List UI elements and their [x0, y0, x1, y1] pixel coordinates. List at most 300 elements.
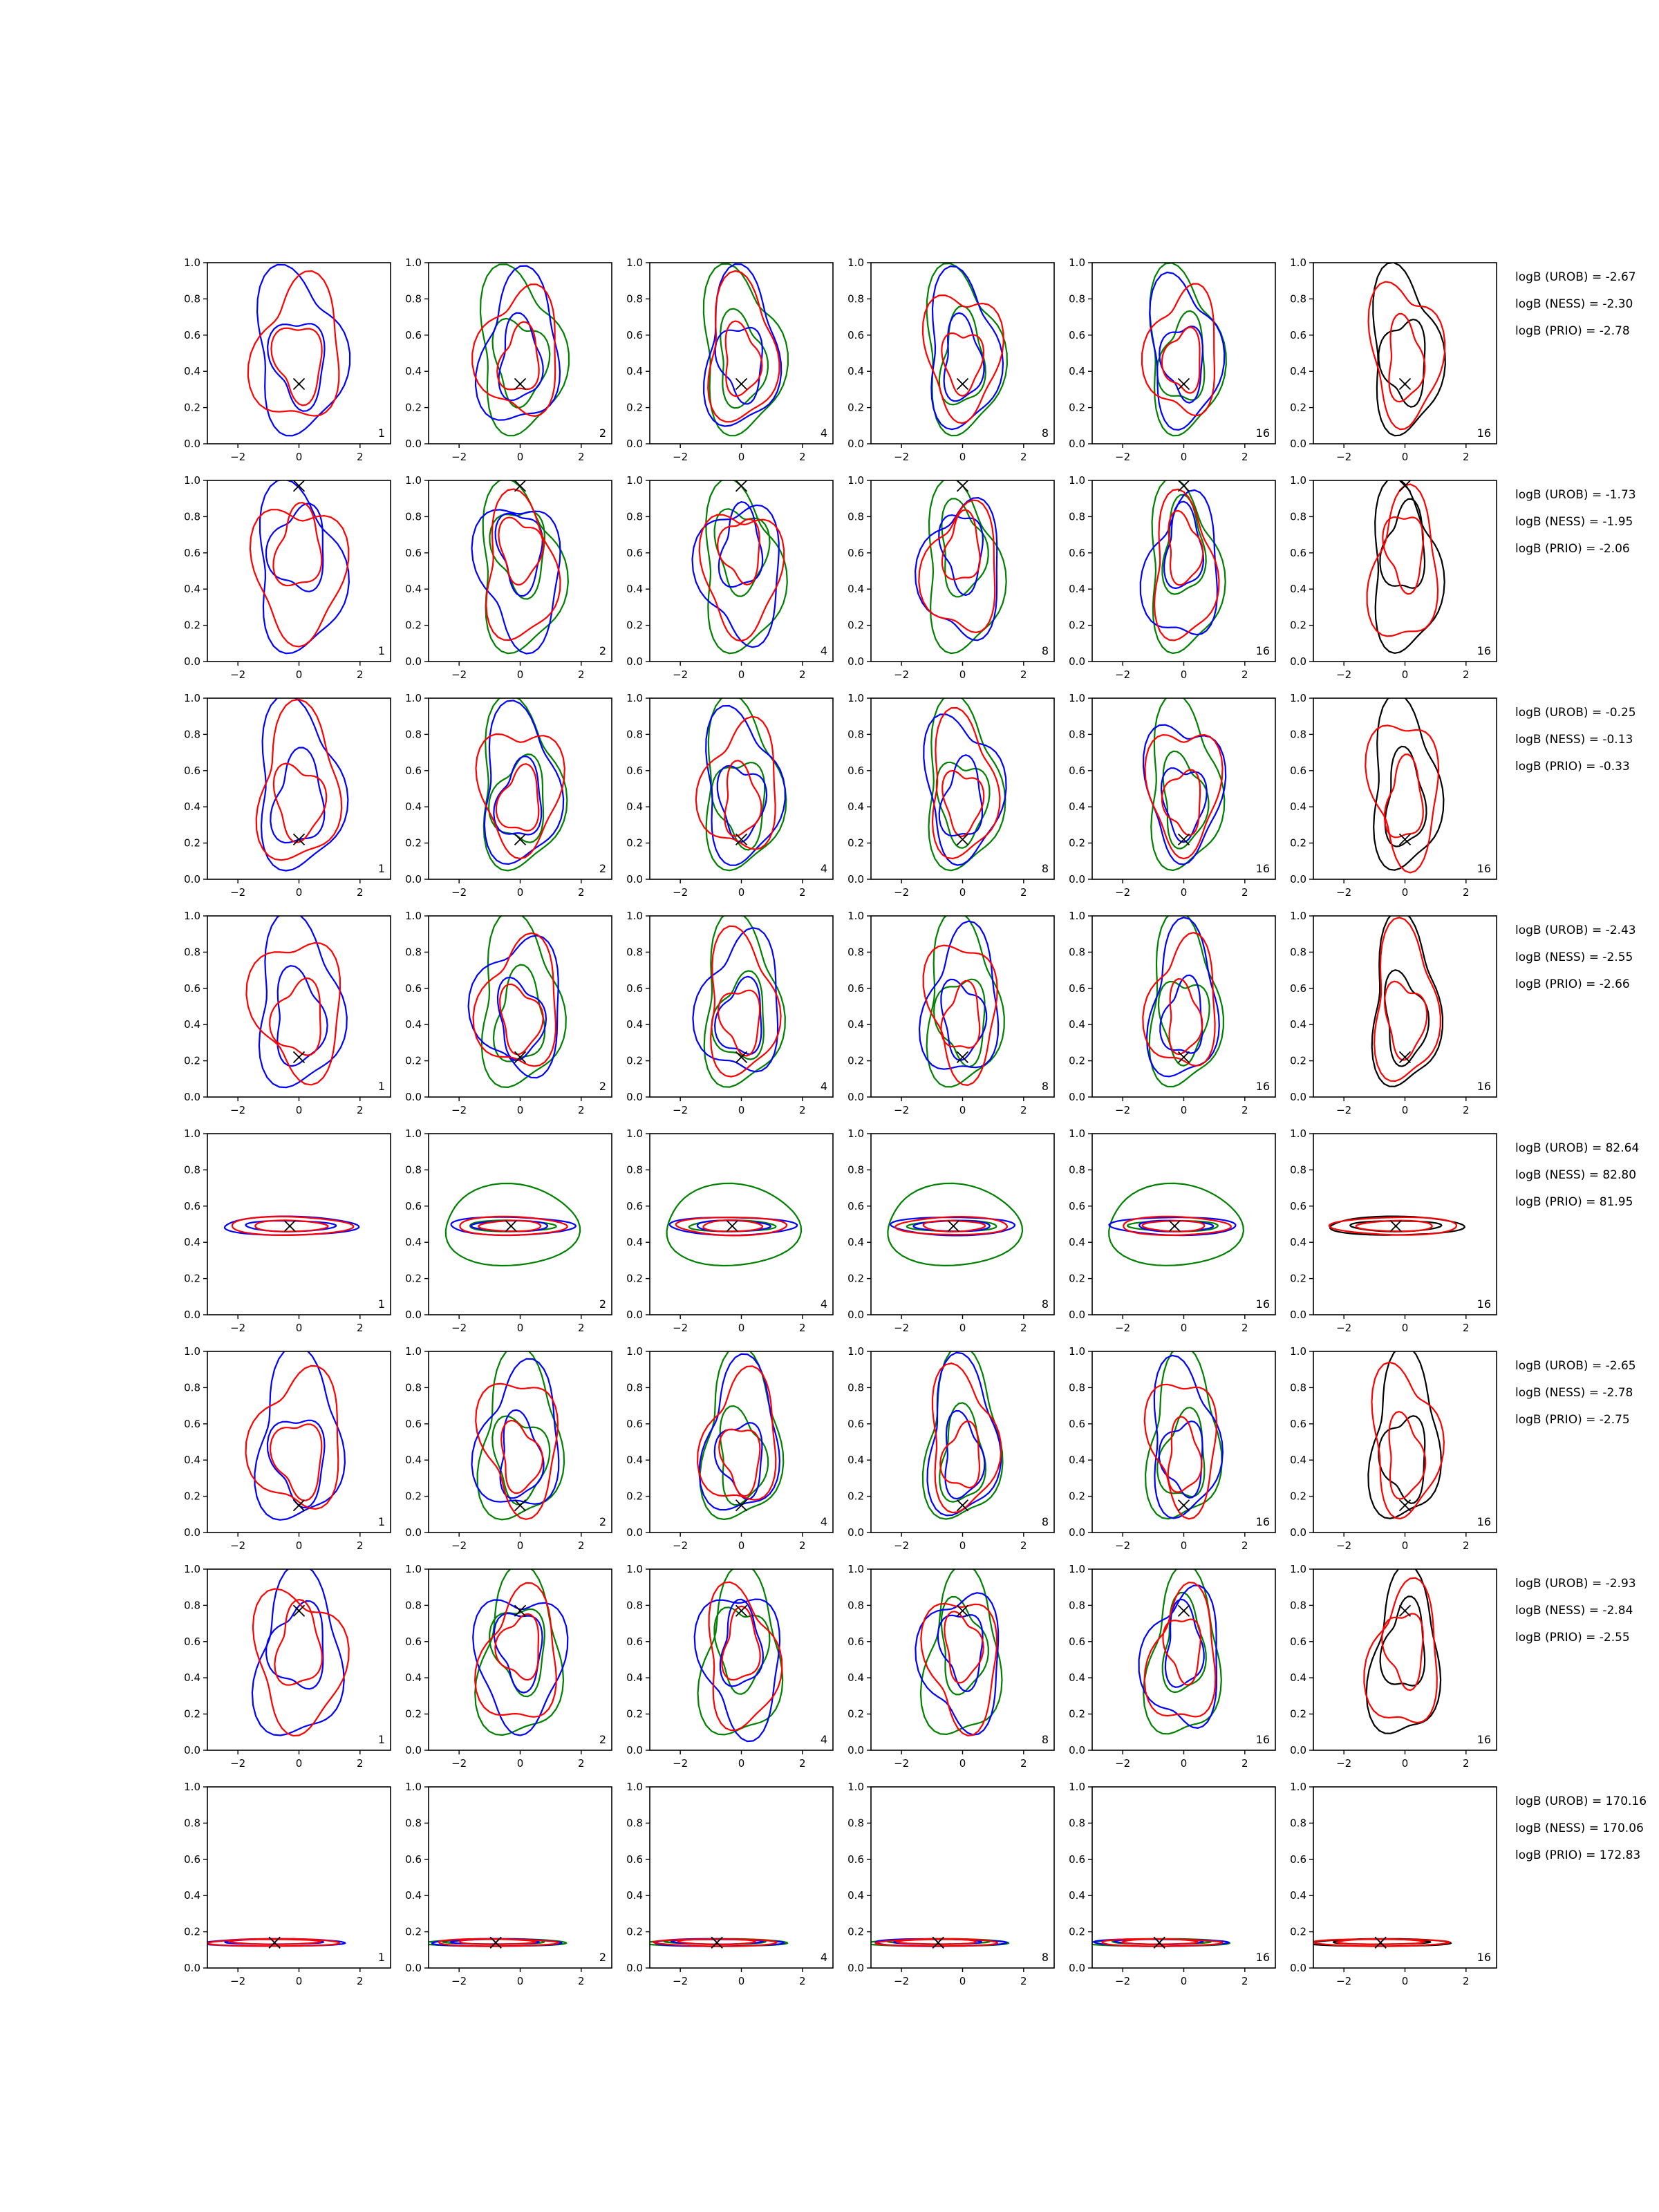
- contour-group: [1143, 695, 1226, 870]
- contour-line: [472, 284, 555, 416]
- y-tick-label: 0.2: [184, 1272, 200, 1285]
- panel-label: 16: [1255, 862, 1270, 875]
- contour-line: [496, 514, 543, 596]
- true-value-marker: [1179, 1500, 1190, 1511]
- axes-frame: [1092, 480, 1275, 662]
- y-tick-label: 0.0: [184, 655, 200, 668]
- contour-group: [693, 478, 787, 653]
- y-tick-label: 0.2: [847, 1490, 864, 1503]
- x-tick-label: −2: [1115, 886, 1131, 899]
- y-tick-label: 0.4: [405, 583, 422, 596]
- contour-group: [1308, 1937, 1450, 1948]
- panel-label: 4: [820, 1080, 827, 1093]
- x-tick-label: 0: [738, 1104, 745, 1116]
- contour-group: [1087, 1937, 1230, 1948]
- y-tick-label: 0.8: [626, 292, 643, 306]
- contour-line: [498, 518, 543, 585]
- panel-label: 2: [599, 1080, 606, 1093]
- x-tick-label: 0: [1180, 668, 1188, 681]
- contour-group: [697, 1346, 783, 1519]
- y-tick-label: 1.0: [1069, 1127, 1085, 1140]
- subplot-5-2: [405, 1127, 612, 1334]
- x-tick-label: −2: [894, 1322, 910, 1334]
- subplot-2-6: [1290, 474, 1497, 681]
- y-tick-label: 0.8: [184, 728, 200, 741]
- y-tick-label: 1.0: [847, 692, 864, 704]
- contour-line: [1159, 326, 1203, 403]
- contour-group: [1367, 478, 1445, 653]
- y-tick-label: 0.4: [626, 1018, 643, 1031]
- y-tick-label: 0.0: [626, 1744, 643, 1756]
- x-tick-label: 0: [295, 451, 303, 463]
- y-tick-label: 0.8: [626, 728, 643, 741]
- contour-group: [1329, 1217, 1465, 1235]
- y-tick-label: 1.0: [184, 1563, 200, 1575]
- x-tick-label: −2: [1115, 1757, 1131, 1770]
- contour-line: [921, 1564, 1002, 1734]
- x-tick-label: 2: [578, 1322, 585, 1334]
- y-tick-label: 0.4: [1069, 1018, 1085, 1031]
- y-tick-label: 0.2: [1069, 401, 1085, 414]
- y-tick-label: 0.2: [184, 1054, 200, 1067]
- y-tick-label: 0.2: [184, 1925, 200, 1938]
- y-tick-label: 0.2: [1069, 836, 1085, 850]
- y-tick-label: 0.6: [405, 1635, 422, 1648]
- y-tick-label: 0.2: [847, 1054, 864, 1067]
- logb-annotation: logB (UROB) = -0.25: [1515, 706, 1636, 720]
- y-tick-label: 0.6: [626, 982, 643, 995]
- contour-line: [1143, 725, 1226, 865]
- y-tick-label: 0.8: [1069, 1381, 1085, 1394]
- x-tick-label: −2: [673, 1104, 688, 1116]
- y-tick-label: 0.4: [626, 1671, 643, 1685]
- y-tick-label: 1.0: [1069, 1781, 1085, 1793]
- contour-line: [274, 764, 326, 843]
- y-tick-label: 0.2: [847, 836, 864, 850]
- subplot-6-3: [626, 1345, 833, 1552]
- y-tick-label: 0.0: [184, 1091, 200, 1103]
- y-tick-label: 0.6: [1069, 1635, 1085, 1648]
- logb-annotation: logB (UROB) = -2.43: [1515, 924, 1636, 937]
- y-tick-label: 1.0: [405, 1563, 422, 1575]
- x-tick-label: −2: [230, 1975, 246, 1987]
- y-tick-label: 0.8: [1290, 1163, 1306, 1177]
- y-tick-label: 0.2: [1069, 1490, 1085, 1503]
- x-tick-label: 0: [295, 668, 303, 681]
- x-tick-label: 2: [1241, 1322, 1248, 1334]
- panel-label: 16: [1255, 1733, 1270, 1746]
- y-tick-label: 0.0: [1290, 1309, 1306, 1321]
- y-tick-label: 0.8: [184, 946, 200, 959]
- y-tick-label: 0.8: [1069, 946, 1085, 959]
- axes-frame: [650, 1134, 833, 1315]
- panel-label: 2: [599, 427, 606, 440]
- y-tick-label: 0.8: [1290, 728, 1306, 741]
- logb-annotation: logB (UROB) = -1.73: [1515, 488, 1636, 502]
- y-tick-label: 0.0: [1069, 1091, 1085, 1103]
- x-tick-label: 2: [578, 1975, 585, 1987]
- y-tick-label: 0.0: [405, 438, 422, 450]
- x-tick-label: 0: [959, 1539, 966, 1552]
- true-value-marker: [1179, 379, 1190, 390]
- y-tick-label: 1.0: [184, 474, 200, 487]
- contour-group: [1372, 910, 1443, 1087]
- contour-group: [693, 911, 785, 1087]
- panel-label: 16: [1255, 427, 1270, 440]
- logb-annotation: logB (UROB) = -2.65: [1515, 1359, 1636, 1373]
- x-tick-label: −2: [673, 668, 688, 681]
- panel-label: 16: [1477, 1080, 1491, 1093]
- y-tick-label: 0.4: [1290, 1018, 1306, 1031]
- x-tick-label: 2: [799, 1104, 806, 1116]
- y-tick-label: 0.4: [847, 583, 864, 596]
- contour-line: [696, 717, 776, 850]
- y-tick-label: 0.8: [847, 1381, 864, 1394]
- x-tick-label: 0: [295, 1104, 303, 1116]
- y-tick-label: 0.8: [405, 1381, 422, 1394]
- y-tick-label: 0.0: [847, 438, 864, 450]
- y-tick-label: 1.0: [405, 1127, 422, 1140]
- x-tick-label: 0: [516, 886, 524, 899]
- x-tick-label: −2: [230, 668, 246, 681]
- x-tick-label: 2: [1020, 1975, 1027, 1987]
- y-tick-label: 0.0: [405, 1309, 422, 1321]
- subplot-5-5: [1069, 1127, 1275, 1334]
- y-tick-label: 0.6: [405, 1417, 422, 1430]
- x-tick-label: 2: [1241, 668, 1248, 681]
- y-tick-label: 1.0: [847, 256, 864, 269]
- x-tick-label: −2: [1336, 451, 1352, 463]
- y-tick-label: 0.2: [1290, 1925, 1306, 1938]
- contour-line: [1382, 1614, 1423, 1691]
- contour-line: [1170, 979, 1203, 1054]
- x-tick-label: 2: [578, 1539, 585, 1552]
- x-tick-label: −2: [451, 886, 467, 899]
- x-tick-label: 0: [959, 1975, 966, 1987]
- y-tick-label: 1.0: [626, 1781, 643, 1793]
- panel-label: 4: [820, 644, 827, 657]
- y-tick-label: 0.8: [1069, 1163, 1085, 1177]
- contour-line: [921, 1604, 997, 1736]
- subplot-4-1: [184, 910, 391, 1116]
- subplot-3-5: [1069, 692, 1275, 899]
- contour-group: [472, 264, 569, 435]
- x-tick-label: 2: [357, 1539, 364, 1552]
- y-tick-label: 0.0: [1290, 873, 1306, 885]
- logb-annotation: logB (NESS) = 82.80: [1515, 1168, 1637, 1182]
- x-tick-label: 0: [516, 1975, 524, 1987]
- x-tick-label: 2: [357, 886, 364, 899]
- panel-label: 8: [1041, 1951, 1049, 1964]
- x-tick-label: −2: [451, 1539, 467, 1552]
- y-tick-label: 1.0: [184, 692, 200, 704]
- y-tick-label: 0.4: [1290, 365, 1306, 378]
- panel-label: 2: [599, 1733, 606, 1746]
- y-tick-label: 0.6: [184, 982, 200, 995]
- x-tick-label: 0: [1180, 1322, 1188, 1334]
- subplot-5-1: [184, 1127, 391, 1334]
- y-tick-label: 0.8: [626, 510, 643, 523]
- contour-line: [919, 921, 998, 1069]
- contour-line: [501, 1421, 543, 1493]
- y-tick-label: 1.0: [847, 910, 864, 922]
- x-tick-label: 0: [1401, 1539, 1409, 1552]
- contour-group: [473, 1564, 568, 1735]
- y-tick-label: 1.0: [184, 1127, 200, 1140]
- axes-frame: [650, 916, 833, 1097]
- x-tick-label: −2: [1336, 886, 1352, 899]
- subplot-8-2: [405, 1781, 612, 1987]
- y-tick-label: 1.0: [184, 1781, 200, 1793]
- contour-group: [472, 1346, 565, 1519]
- logb-annotation: logB (PRIO) = -2.55: [1515, 1631, 1630, 1644]
- axes-frame: [650, 1569, 833, 1750]
- x-tick-label: 2: [1463, 1322, 1470, 1334]
- y-tick-label: 0.6: [184, 328, 200, 341]
- y-tick-label: 0.2: [405, 1272, 422, 1285]
- y-tick-label: 1.0: [1069, 1345, 1085, 1358]
- y-tick-label: 1.0: [626, 1345, 643, 1358]
- y-tick-label: 1.0: [626, 256, 643, 269]
- x-tick-label: −2: [1336, 1975, 1352, 1987]
- y-tick-label: 0.6: [184, 546, 200, 559]
- contour-line: [489, 512, 545, 599]
- y-tick-label: 0.4: [1069, 365, 1085, 378]
- contour-line: [928, 1353, 1002, 1516]
- x-tick-label: −2: [894, 1757, 910, 1770]
- contour-line: [1162, 327, 1200, 393]
- contour-group: [924, 695, 1006, 870]
- x-tick-label: 0: [959, 1104, 966, 1116]
- y-tick-label: 0.8: [847, 1817, 864, 1830]
- y-tick-label: 0.4: [1069, 583, 1085, 596]
- axes-frame: [1313, 263, 1497, 444]
- y-tick-label: 0.8: [405, 1163, 422, 1177]
- y-tick-label: 0.6: [1290, 1199, 1306, 1212]
- y-tick-label: 1.0: [184, 1345, 200, 1358]
- y-tick-label: 0.8: [1290, 510, 1306, 523]
- y-tick-label: 0.6: [1290, 764, 1306, 777]
- panel-label: 8: [1041, 1297, 1049, 1311]
- true-value-marker: [284, 1221, 295, 1232]
- x-tick-label: 0: [1401, 1104, 1409, 1116]
- y-tick-label: 0.0: [184, 438, 200, 450]
- contour-line: [1385, 754, 1423, 837]
- y-tick-label: 1.0: [1069, 692, 1085, 704]
- y-tick-label: 0.0: [1069, 1526, 1085, 1539]
- y-tick-label: 0.4: [1290, 1454, 1306, 1467]
- x-tick-label: −2: [894, 451, 910, 463]
- y-tick-label: 0.2: [626, 401, 643, 414]
- contour-line: [1369, 282, 1445, 429]
- y-tick-label: 0.2: [626, 1272, 643, 1285]
- y-tick-label: 0.8: [405, 1817, 422, 1830]
- contour-group: [256, 695, 348, 871]
- y-tick-label: 0.0: [626, 1091, 643, 1103]
- true-value-marker: [727, 1221, 738, 1232]
- subplot-1-5: [1069, 256, 1275, 463]
- y-tick-label: 0.8: [847, 510, 864, 523]
- panel-label: 2: [599, 862, 606, 875]
- true-value-marker: [1179, 1605, 1190, 1616]
- panel-label: 1: [377, 644, 385, 657]
- subplot-2-4: [847, 474, 1054, 681]
- y-tick-label: 0.4: [1290, 1236, 1306, 1249]
- y-tick-label: 0.0: [626, 438, 643, 450]
- subplot-3-3: [626, 692, 833, 899]
- panel-label: 8: [1041, 1515, 1049, 1528]
- panel-label: 16: [1477, 862, 1491, 875]
- true-value-marker: [957, 480, 968, 491]
- x-tick-label: 0: [1180, 1104, 1188, 1116]
- x-tick-label: 2: [578, 668, 585, 681]
- y-tick-label: 0.6: [184, 1199, 200, 1212]
- y-tick-label: 1.0: [1069, 1563, 1085, 1575]
- contour-group: [919, 911, 1004, 1087]
- subplot-2-3: [626, 474, 833, 681]
- subplot-7-3: [626, 1563, 833, 1770]
- x-tick-label: 2: [357, 1322, 364, 1334]
- contour-line: [1163, 1593, 1206, 1692]
- x-tick-label: −2: [230, 1322, 246, 1334]
- logb-annotation: logB (UROB) = 82.64: [1515, 1141, 1640, 1155]
- x-tick-label: −2: [230, 1104, 246, 1116]
- y-tick-label: 0.8: [1069, 1817, 1085, 1830]
- axes-frame: [429, 480, 612, 662]
- x-tick-label: −2: [1336, 1104, 1352, 1116]
- panel-label: 16: [1477, 1733, 1491, 1746]
- y-tick-label: 1.0: [1069, 474, 1085, 487]
- contour-line: [1163, 1620, 1201, 1685]
- y-tick-label: 1.0: [847, 474, 864, 487]
- contour-line: [1159, 1421, 1203, 1498]
- axes-frame: [429, 1134, 612, 1315]
- y-tick-label: 0.8: [1290, 292, 1306, 306]
- y-tick-label: 0.4: [184, 1018, 200, 1031]
- x-tick-label: −2: [451, 1757, 467, 1770]
- subplot-3-4: [847, 692, 1054, 899]
- y-tick-label: 0.4: [1290, 800, 1306, 814]
- y-tick-label: 0.0: [1069, 655, 1085, 668]
- axes-frame: [429, 698, 612, 879]
- contour-group: [1369, 263, 1445, 436]
- panel-label: 16: [1255, 1297, 1270, 1311]
- x-tick-label: −2: [451, 668, 467, 681]
- logb-annotation: logB (NESS) = -2.30: [1515, 297, 1633, 311]
- y-tick-label: 0.4: [184, 1454, 200, 1467]
- contour-line: [498, 977, 546, 1060]
- y-tick-label: 1.0: [184, 910, 200, 922]
- contour-group: [424, 1937, 567, 1948]
- contour-line: [1356, 1221, 1432, 1232]
- contour-line: [472, 509, 561, 653]
- axes-frame: [871, 263, 1054, 444]
- y-tick-label: 1.0: [405, 474, 422, 487]
- panel-label: 1: [377, 1733, 385, 1746]
- y-tick-label: 0.6: [626, 764, 643, 777]
- subplot-2-5: [1069, 474, 1275, 681]
- x-tick-label: 0: [1180, 1757, 1188, 1770]
- y-tick-label: 0.0: [1290, 655, 1306, 668]
- y-tick-label: 0.8: [405, 1599, 422, 1612]
- contour-line: [941, 498, 988, 597]
- x-tick-label: 0: [738, 668, 745, 681]
- true-value-marker: [1179, 480, 1190, 491]
- y-tick-label: 0.0: [1069, 873, 1085, 885]
- y-tick-label: 0.8: [405, 728, 422, 741]
- y-tick-label: 0.6: [1069, 982, 1085, 995]
- panel-label: 16: [1477, 644, 1491, 657]
- panel-label: 16: [1477, 1297, 1491, 1311]
- true-value-marker: [515, 480, 526, 491]
- y-tick-label: 0.0: [184, 873, 200, 885]
- x-tick-label: 2: [1463, 1539, 1470, 1552]
- true-value-marker: [1400, 379, 1411, 390]
- y-tick-label: 0.0: [1069, 1962, 1085, 1974]
- subplot-5-3: [626, 1127, 833, 1334]
- true-value-marker: [736, 379, 747, 390]
- subplot-3-2: [405, 692, 612, 899]
- panel-label: 16: [1255, 1951, 1270, 1964]
- true-value-marker: [505, 1221, 516, 1232]
- y-tick-label: 0.8: [1069, 1599, 1085, 1612]
- contour-line: [256, 700, 342, 861]
- y-tick-label: 0.0: [184, 1309, 200, 1321]
- x-tick-label: −2: [1115, 1975, 1131, 1987]
- contour-group: [1365, 694, 1443, 872]
- subplot-4-3: [626, 910, 833, 1116]
- panel-label: 1: [377, 1515, 385, 1528]
- x-tick-label: −2: [673, 1322, 688, 1334]
- x-tick-label: 2: [799, 1322, 806, 1334]
- contour-group: [888, 1183, 1022, 1266]
- logb-annotation: logB (UROB) = -2.93: [1515, 1577, 1636, 1591]
- y-tick-label: 0.2: [847, 1925, 864, 1938]
- y-tick-label: 0.0: [847, 655, 864, 668]
- y-tick-label: 0.4: [405, 1236, 422, 1249]
- subplot-2-1: [184, 474, 391, 681]
- y-tick-label: 1.0: [847, 1781, 864, 1793]
- x-tick-label: −2: [1115, 1104, 1131, 1116]
- y-tick-label: 0.6: [405, 982, 422, 995]
- y-tick-label: 0.0: [184, 1526, 200, 1539]
- true-value-marker: [957, 379, 968, 390]
- y-tick-label: 0.4: [847, 1018, 864, 1031]
- y-tick-label: 0.8: [1069, 510, 1085, 523]
- y-tick-label: 0.6: [626, 1635, 643, 1648]
- contour-group: [250, 479, 349, 653]
- y-tick-label: 1.0: [1290, 1127, 1306, 1140]
- y-tick-label: 0.4: [1069, 1671, 1085, 1685]
- y-tick-label: 0.8: [626, 1163, 643, 1177]
- x-tick-label: 0: [1401, 886, 1409, 899]
- contour-line: [1378, 1416, 1425, 1503]
- subplot-5-4: [847, 1127, 1054, 1334]
- x-tick-label: −2: [673, 886, 688, 899]
- y-tick-label: 0.6: [626, 546, 643, 559]
- x-tick-label: 0: [1401, 1757, 1409, 1770]
- y-tick-label: 0.2: [1069, 1272, 1085, 1285]
- contour-line: [942, 510, 980, 580]
- y-tick-label: 0.8: [847, 946, 864, 959]
- true-value-marker: [294, 480, 305, 491]
- y-tick-label: 0.2: [1069, 1054, 1085, 1067]
- y-tick-label: 0.2: [184, 619, 200, 632]
- panel-label: 16: [1477, 427, 1491, 440]
- y-tick-label: 1.0: [405, 1345, 422, 1358]
- x-tick-label: 0: [959, 886, 966, 899]
- y-tick-label: 0.0: [405, 873, 422, 885]
